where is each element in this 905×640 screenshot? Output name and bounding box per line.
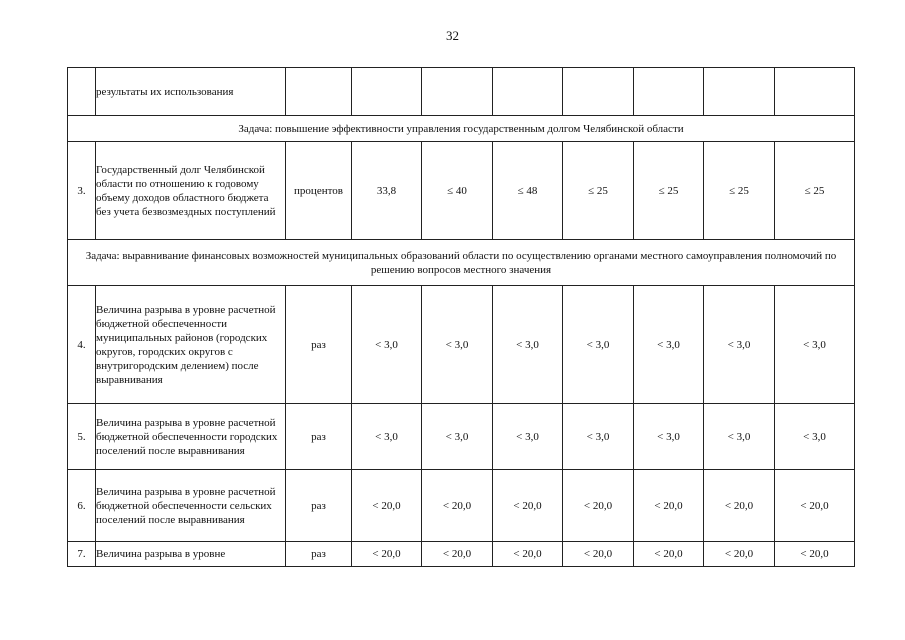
value-cell: < 20,0 [493,542,563,567]
value-cell: ≤ 40 [422,142,493,240]
table-row [68,470,855,542]
task-row [68,116,855,142]
row-number-cell: 5. [68,404,96,470]
value-cell: < 3,0 [493,404,563,470]
value-cell: < 3,0 [422,286,493,404]
value-cell: < 20,0 [704,542,775,567]
value-cell: < 20,0 [493,470,563,542]
value-cell: < 3,0 [563,286,634,404]
value-cell: ≤ 25 [634,142,704,240]
unit-cell: процентов [286,142,352,240]
value-cell: < 20,0 [563,542,634,567]
value-cell: ≤ 48 [493,142,563,240]
value-cell [704,68,775,116]
value-cell: < 3,0 [422,404,493,470]
value-cell: 33,8 [352,142,422,240]
value-cell: < 20,0 [775,542,855,567]
value-cell: < 20,0 [422,542,493,567]
value-cell [634,68,704,116]
value-cell: < 3,0 [704,404,775,470]
indicator-name-cell: Величина разрыва в уровне расчетной бюджетной обеспеченности сельских поселений после выравнивания [96,470,286,542]
row-number-cell: 3. [68,142,96,240]
table-row [68,542,855,567]
value-cell [352,68,422,116]
indicators-table [67,67,855,567]
value-cell: < 3,0 [634,286,704,404]
value-cell [563,68,634,116]
value-cell [493,68,563,116]
value-cell: < 20,0 [634,542,704,567]
value-cell: < 3,0 [493,286,563,404]
value-cell: < 20,0 [422,470,493,542]
unit-cell: раз [286,470,352,542]
table-row [68,286,855,404]
value-cell: < 20,0 [775,470,855,542]
table-body [68,68,855,567]
value-cell: < 3,0 [634,404,704,470]
value-cell: < 20,0 [704,470,775,542]
row-number-cell: 6. [68,470,96,542]
table-row [68,404,855,470]
row-number-cell [68,68,96,116]
value-cell: < 20,0 [352,470,422,542]
task-heading: Задача: повышение эффективности управления государственным долгом Челябинской области [68,116,855,142]
unit-cell [286,68,352,116]
value-cell: < 20,0 [352,542,422,567]
value-cell: < 20,0 [563,470,634,542]
value-cell: < 3,0 [352,404,422,470]
value-cell: < 3,0 [775,404,855,470]
page-number: 32 [446,28,459,43]
unit-cell: раз [286,542,352,567]
row-number-cell: 4. [68,286,96,404]
value-cell: < 3,0 [704,286,775,404]
value-cell: < 20,0 [634,470,704,542]
indicator-name-cell: Величина разрыва в уровне расчетной бюджетной обеспеченности городских поселений после выравнивания [96,404,286,470]
value-cell: ≤ 25 [775,142,855,240]
value-cell: ≤ 25 [704,142,775,240]
value-cell [775,68,855,116]
value-cell: < 3,0 [775,286,855,404]
table-row [68,68,855,116]
row-number-cell: 7. [68,542,96,567]
indicator-name-cell: Величина разрыва в уровне расчетной бюджетной обеспеченности муниципальных районов (городских округов, городских округов с внутригородским делением) после выравнивания [96,286,286,404]
unit-cell: раз [286,404,352,470]
value-cell: ≤ 25 [563,142,634,240]
indicator-name-cell: Величина разрыва в уровне [96,542,286,567]
value-cell [422,68,493,116]
task-heading: Задача: выравнивание финансовых возможностей муниципальных образований области по осуществлению органами местного самоуправления полномочий по решению вопросов местного значения [68,240,855,286]
table-row [68,142,855,240]
unit-cell: раз [286,286,352,404]
value-cell: < 3,0 [352,286,422,404]
value-cell: < 3,0 [563,404,634,470]
indicator-name-cell: результаты их использования [96,68,286,116]
indicator-name-cell: Государственный долг Челябинской области по отношению к годовому объему доходов областного бюджета без учета безвозмездных поступлений [96,142,286,240]
task-row [68,240,855,286]
